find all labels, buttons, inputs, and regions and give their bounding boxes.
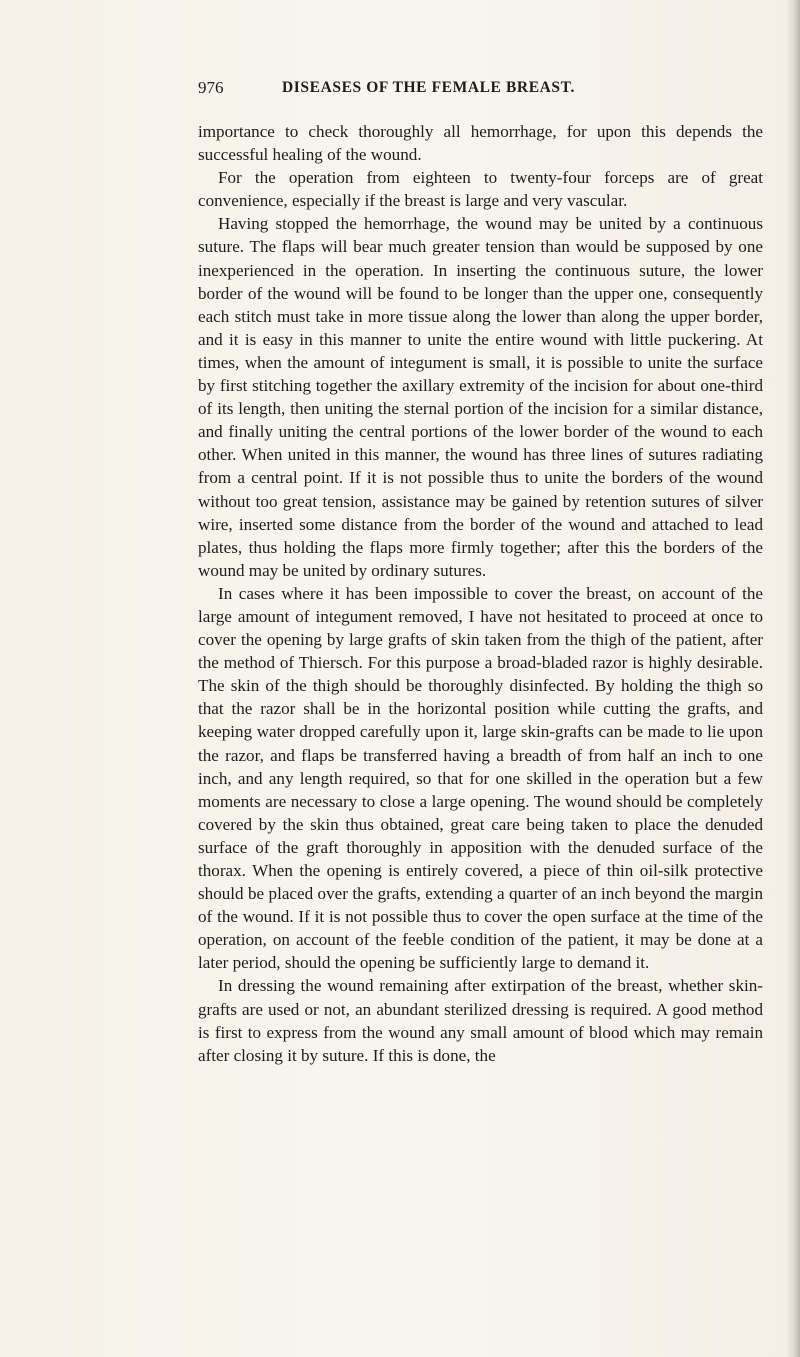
paragraph-dressing: In dressing the wound remaining after extirpation of the breast, whether skin-grafts are used or not, an abundant sterilized dressing is required. A good method is first to express from the wound any small amount of blood which may remain after closing it by suture. If this is done, the <box>198 976 763 1065</box>
paragraph-forceps: For the operation from eighteen to twenty-four forceps are of great convenience, especially if the breast is large and very vascular. <box>198 168 763 211</box>
paragraph-continued: importance to check thoroughly all hemorrhage, for upon this depends the successful healing of the wound. <box>198 122 763 165</box>
paragraph-suture: Having stopped the hemorrhage, the wound may be united by a continuous suture. The flaps will bear much greater tension than would be supposed by one inexperienced in the operation. In inserting the continuous suture, the lower border of the wound will be found to be longer than the upper one, consequently each stitch must take in more tissue along the lower than along the upper border, and it is easy in this manner to unite the entire wound with little puckering. At times, when the amount of integument is small, it is possible to unite the surface by first stitching together the axillary extremity of the incision for about one-third of its length, then uniting the sternal portion of the incision for a similar distance, and finally uniting the central portions of the lower border of the wound to each other. When united in this manner, the wound has three lines of sutures radiating from a central point. If it is not possible thus to unite the borders of the wound without too great tension, assistance may be gained by retention sutures of silver wire, inserted some distance from the border of the wound and attached to lead plates, thus holding the flaps more firmly together; after this the borders of the wound may be united by ordinary sutures. <box>198 214 763 580</box>
running-title: DISEASES OF THE FEMALE BREAST. <box>282 79 575 96</box>
page-number: 976 <box>198 78 224 97</box>
body-text <box>198 120 763 1067</box>
page-edge-shadow <box>786 0 800 1357</box>
paragraph-skin-grafts: In cases where it has been impossible to cover the breast, on account of the large amount of integument removed, I have not hesitated to proceed at once to cover the opening by large grafts of skin taken from the thigh of the patient, after the method of Thiersch. For this purpose a broad-bladed razor is highly desirable. The skin of the thigh should be thoroughly disinfected. By holding the thigh so that the razor shall be in the horizontal position while cutting the grafts, and keeping water dropped carefully upon it, large skin-grafts can be made to lie upon the razor, and flaps be transferred having a breadth of from half an inch to one inch, and any length required, so that for one skilled in the operation but a few moments are necessary to close a large opening. The wound should be completely covered by the skin thus obtained, great care being taken to place the denuded surface of the graft thoroughly in apposition with the denuded surface of the thorax. When the opening is entirely covered, a piece of thin oil-silk protective should be placed over the grafts, extending a quarter of an inch beyond the margin of the wound. If it is not possible thus to cover the open surface at the time of the operation, on account of the feeble condition of the patient, it may be done at a later period, should the opening be sufficiently large to demand it. <box>198 583 763 973</box>
page-header <box>198 78 758 102</box>
